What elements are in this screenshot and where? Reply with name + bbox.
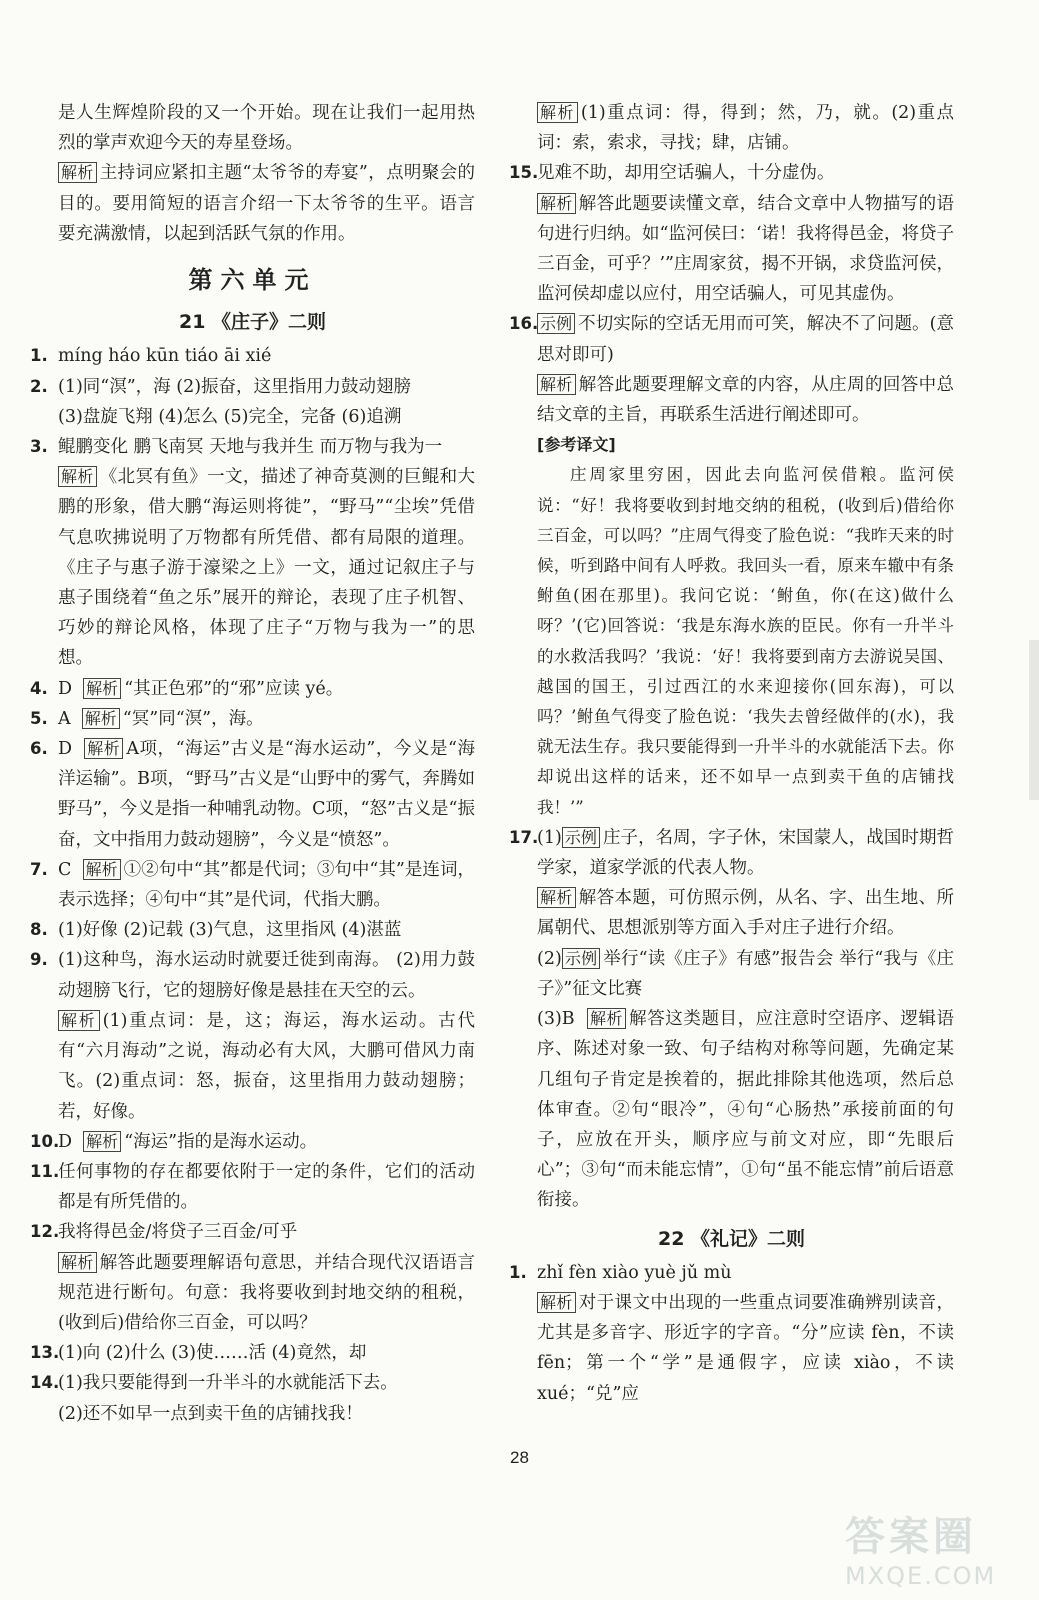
analysis-tag: 解析 bbox=[587, 1008, 626, 1029]
watermark-url: MXQE.COM bbox=[845, 1562, 997, 1590]
analysis-tag: 解析 bbox=[58, 1252, 97, 1273]
question-4: 4. D 解析 “其正色邪”的“邪”应读 yé。 bbox=[30, 678, 344, 699]
question-9: 9. (1)这种鸟，海水运动时就要迁徙到南海。 (2)用力鼓动翅膀飞行，它的翅膀好像是悬挂在天空的云。 解析 (1)重点词：是，这；海运，海水运动。古代有“六月海动”之说，海动必有大风，大鹏可借风力南飞。(2)重点词：怒，振奋，这里指用力鼓动翅膀；若，好像。 bbox=[30, 950, 475, 1122]
question-14: 14. (1)我只要能得到一升半斗的水就能活下去。 (2)还不如早一点到卖干鱼的店铺找我！ bbox=[30, 1373, 398, 1424]
question-3: 3. 鲲鹏变化 鹏飞南冥 天地与我并生 而万物与我为一 解析 《北冥有鱼》一文，描述了神奇莫测的巨鲲和大鹏的形象，借大鹏“海运则将徙”，“野马”“尘埃”凭借气息吹拂说明了万物都有所凭借、都有局限的道理。《庄子与惠子游于濠梁之上》一文，通过记叙庄子与惠子围绕着“鱼之乐”展开的辩论，表现了庄子机智、巧妙的辩论风格，体现了庄子“万物与我为一”的思想。 bbox=[30, 437, 475, 669]
question-17: 17. (1) 示例 庄子，名周，字子休，宋国蒙人，战国时期哲学家，道家学派的代表人物。 解析 解答本题，可仿照示例，从名、字、出生地、所属朝代、思想派别等方面入手对庄子进行介绍。 (2) 示例 举行“读《庄子》有感”报告会 举行“我与《庄子》”征文比赛 (3)B 解析 解答这类题目，应注意时空语序、逻辑语序、陈述对象一致、句子结构对称等问题，先确定某几组句子肯定是挨着的，据此排除其他选项，然后总体审查。②句“眼冷”，④句“心肠热”承接前面的句子，应放在开头，顺序应与前文对应，即“先眼后心”；③句“而未能忘情”，①句“虽不能忘情”前后语意衔接。 bbox=[509, 827, 954, 1211]
question-15: 15. 见难不助，却用空话骗人，十分虚伪。 解析 解答此题要读懂文章，结合文章中人物描写的语句进行归纳。如“监河侯曰：‘诺！我将得邑金，将贷子三百金，可乎？’”庄周家贫，揭不开锅，求贷监河侯，监河侯却虚以应付，用空话骗人，可见其虚伪。 bbox=[509, 163, 955, 305]
question-6: 6. D 解析 A项，“海运”古义是“海水运动”，今义是“海洋运输”。B项，“野马”古义是“山野中的雾气，奔腾如野马”，今义是指一种哺乳动物。C项，“怒”古义是“振奋，文中指用力鼓动翅膀”，今义是“愤怒”。 bbox=[30, 739, 475, 850]
reference-translation: 庄周家里穷困，因此去向监河侯借粮。监河侯说：“好！我将要收到封地交纳的租税，(收到后)借给你三百金，可以吗？”庄周气得变了脸色说：“我昨天来的时候，听到路中间有人呼救。我回头一看，原来车辙中有条鲋鱼(困在那里)。我问它说：‘鲋鱼，你(在这)做什么呀？’(它)回答说：‘我是东海水族的臣民。你有一升半斗的水救活我吗？’我说：‘好！我将要到南方去游说吴国、越国的国王，引过西江的水来迎接你(回东海)，可以吗？’鲋鱼气得变了脸色说：‘我失去曾经做伴的(水)，我就无法生存。我只要能得到一升半斗的水就能活下去。你却说出这样的话来，还不如早一点到卖干鱼的店铺找我！’” bbox=[537, 465, 954, 817]
question-11: 11. 任何事物的存在都要依附于一定的条件，它们的活动都是有所凭借的。 bbox=[30, 1161, 475, 1213]
analysis-tag: 解析 bbox=[58, 162, 97, 183]
right-column bbox=[509, 98, 954, 1409]
lesson-22-question-1: 1. zhǐ fèn xiào yuè jǔ mù 解析 对于课文中出现的一些重点词要准确辨别读音，尤其是多音字、形近字的字音。“分”应读 fèn，不读 fēn；第一个“学”是通假字，应读 xiào，不读 xué；“兑”应 bbox=[509, 1262, 954, 1404]
question-8: 8. (1)好像 (2)记载 (3)气息，这里指风 (4)湛蓝 bbox=[30, 920, 402, 941]
analysis-tag: 解析 bbox=[83, 678, 121, 699]
lesson-22-title: 22 《礼记》二则 bbox=[657, 1227, 806, 1250]
analysis-tag: 解析 bbox=[83, 1131, 121, 1152]
question-13: 13. (1)向 (2)什么 (3)使……活 (4)竟然，却 bbox=[30, 1343, 367, 1364]
analysis-tag: 解析 bbox=[537, 1292, 576, 1313]
question-10: 10. D 解析 “海运”指的是海水运动。 bbox=[30, 1131, 318, 1152]
watermark-logo-text: 答案圈 bbox=[845, 1514, 977, 1560]
left-column bbox=[30, 98, 475, 1429]
example-tag: 示例 bbox=[562, 948, 600, 969]
analysis-tag: 解析 bbox=[58, 1010, 100, 1031]
analysis-tag: 解析 bbox=[537, 102, 578, 123]
analysis-tag: 解析 bbox=[82, 708, 120, 729]
question-12: 12. 我将得邑金/将贷子三百金/可乎 解析 解答此题要理解语句意思，并结合现代汉语语言规范进行断句。句意：我将要收到封地交纳的租税，(收到后)借给你三百金，可以吗？ bbox=[30, 1222, 475, 1333]
page-edge-tab bbox=[1029, 640, 1039, 800]
page-number: 28 bbox=[510, 1448, 529, 1467]
example-tag: 示例 bbox=[562, 827, 600, 848]
example-tag: 示例 bbox=[537, 313, 575, 334]
lesson-21-title: 21 《庄子》二则 bbox=[178, 311, 327, 334]
intro-text: 是人生辉煌阶段的又一个开始。现在让我们一起用热烈的掌声欢迎今天的寿星登场。 bbox=[58, 103, 475, 154]
analysis-tag: 解析 bbox=[58, 466, 97, 487]
question-14-analysis: 解析 (1)重点词：得，得到；然，乃，就。(2)重点词：索，索求，寻找；肆，店铺。 bbox=[537, 103, 954, 154]
question-5: 5. A 解析 “冥”同“溟”，海。 bbox=[30, 708, 264, 729]
analysis-tag: 解析 bbox=[537, 887, 576, 908]
question-16: 16. 示例 不切实际的空话无用而可笑，解决不了问题。(意思对即可) 解析 解答此题要理解文章的内容，从庄周的回答中总结文章的主旨，再联系生活进行阐述即可。 bbox=[509, 314, 954, 426]
question-2: 2. (1)同“溟”，海 (2)振奋，这里指用力鼓动翅膀 (3)盘旋飞翔 (4)怎么 (5)完全，完备 (6)追溯 bbox=[30, 376, 412, 427]
analysis-tag: 解析 bbox=[83, 859, 121, 880]
analysis-tag: 解析 bbox=[84, 738, 123, 759]
reference-translation-heading: [参考译文] bbox=[537, 435, 616, 455]
analysis-tag: 解析 bbox=[537, 193, 576, 214]
question-1: 1. míng háo kūn tiáo āi xié bbox=[30, 346, 272, 367]
unit-title: 第六单元 bbox=[188, 266, 317, 295]
question-7: 7. C 解析 ①②句中“其”都是代词；③句中“其”是连词，表示选择；④句中“其”是代词，代指大鹏。 bbox=[30, 859, 475, 911]
intro-analysis: 解析 主持词应紧扣主题“太爷爷的寿宴”，点明聚会的目的。要用简短的语言介绍一下太爷爷的生平。语言要充满激情，以起到活跃气氛的作用。 bbox=[58, 163, 475, 244]
watermark-logo bbox=[845, 1505, 1025, 1593]
analysis-tag: 解析 bbox=[537, 374, 576, 395]
